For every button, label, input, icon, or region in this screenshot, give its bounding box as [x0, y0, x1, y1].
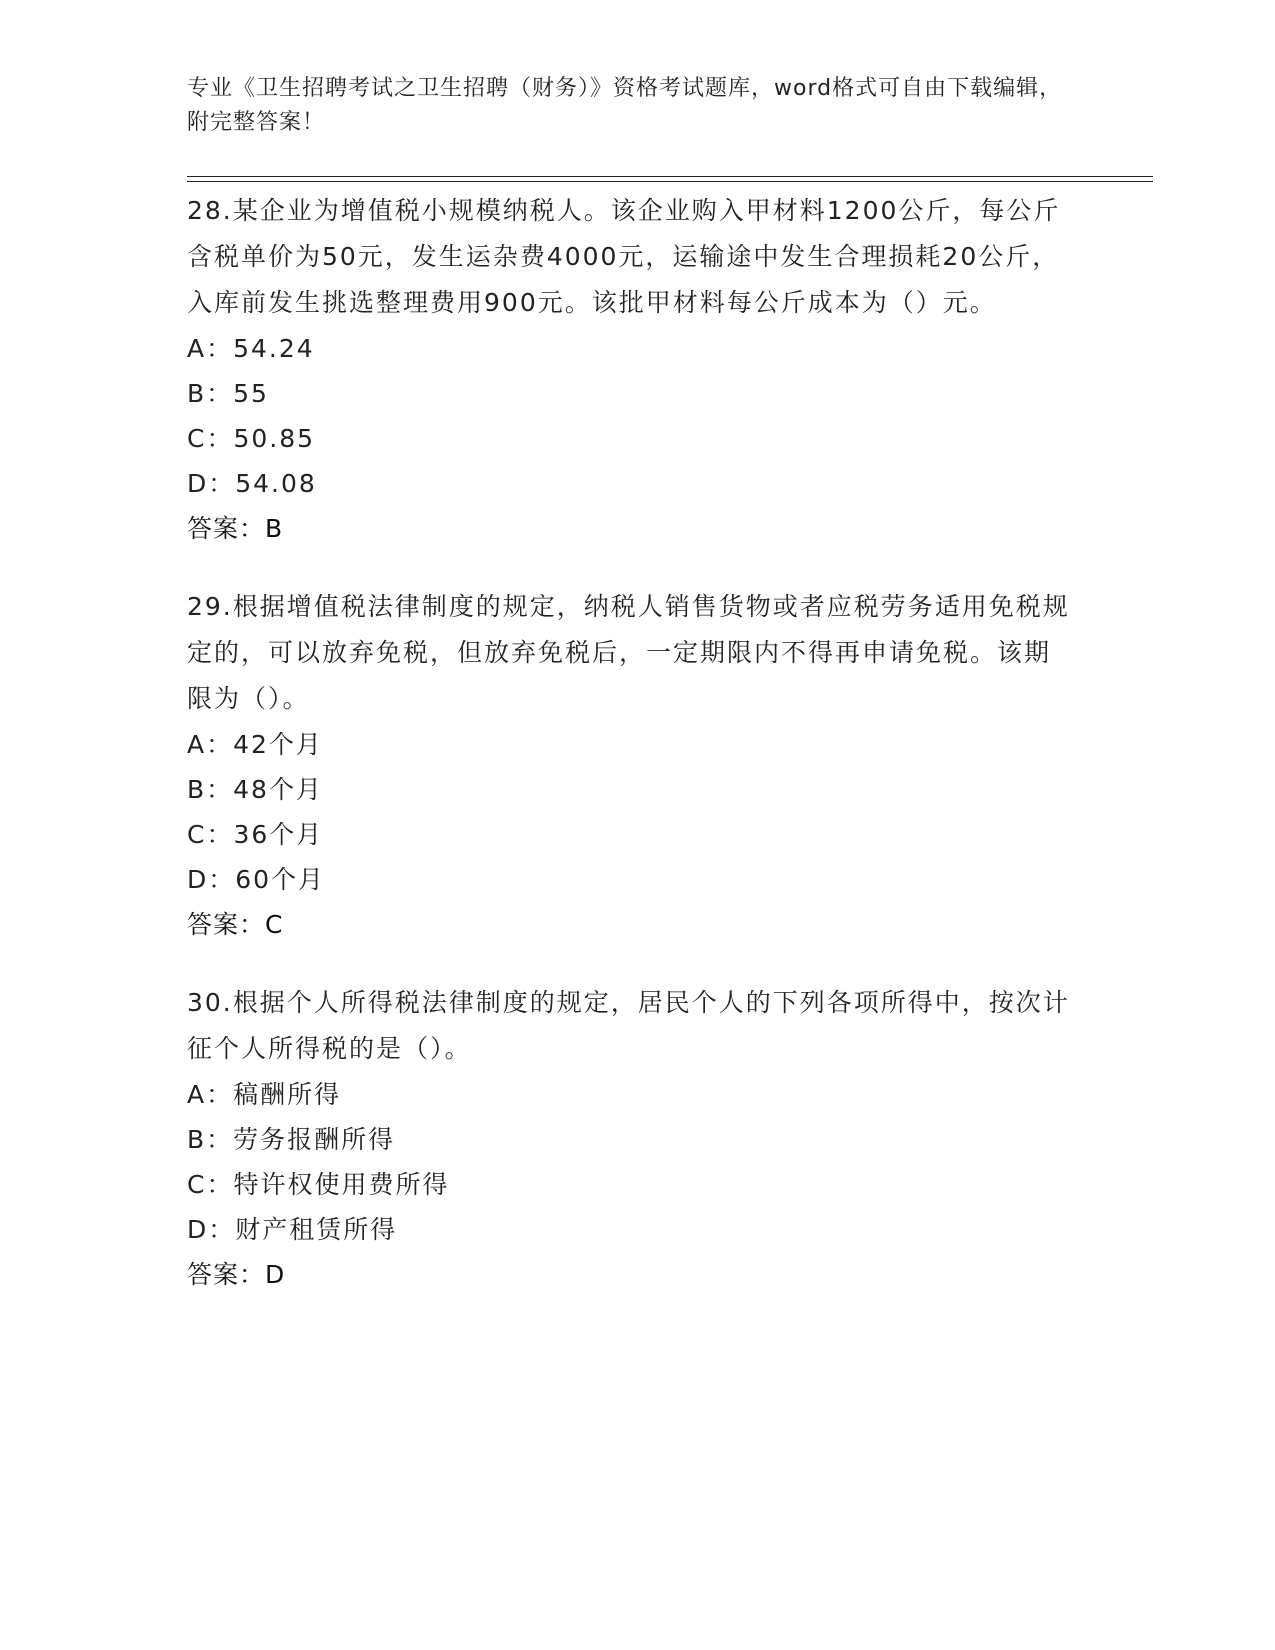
- option-d: D：60个月: [187, 865, 326, 894]
- option-b: B：55: [187, 379, 269, 408]
- question-29: [187, 584, 1077, 948]
- option-c: C：36个月: [187, 820, 324, 849]
- answer-label: 答案：: [187, 910, 266, 939]
- header-text: 专业《卫生招聘考试之卫生招聘（财务）》资格考试题库，word格式可自由下载编辑，附完整答案！: [187, 76, 1063, 135]
- answer-label: 答案：: [187, 514, 266, 543]
- answer-value: C: [265, 910, 284, 939]
- answer-value: D: [265, 1260, 286, 1289]
- option-c: C：特许权使用费所得: [187, 1170, 450, 1199]
- header-divider-top: [187, 176, 1153, 177]
- question-stem: 30.根据个人所得税法律制度的规定，居民个人的下列各项所得中，按次计征个人所得税的是（）。: [187, 988, 1070, 1063]
- option-b: B：48个月: [187, 775, 323, 804]
- option-a: A：稿酬所得: [187, 1080, 342, 1109]
- answer-line: [187, 902, 1077, 948]
- question-30: [187, 980, 1077, 1298]
- option-a: A：42个月: [187, 730, 323, 759]
- answer-value: B: [265, 514, 284, 543]
- answer-line: [187, 1252, 1077, 1298]
- header-divider-bottom: [187, 181, 1153, 182]
- option-d: D：54.08: [187, 469, 317, 498]
- answer-line: [187, 506, 1077, 552]
- answer-label: 答案：: [187, 1260, 266, 1289]
- question-list: [187, 188, 1077, 1330]
- question-stem: 29.根据增值税法律制度的规定，纳税人销售货物或者应税劳务适用免税规定的，可以放弃免税，但放弃免税后，一定期限内不得再申请免税。该期限为（）。: [187, 592, 1070, 713]
- option-a: A：54.24: [187, 334, 315, 363]
- question-stem: 28.某企业为增值税小规模纳税人。该企业购入甲材料1200公斤，每公斤含税单价为50元，发生运杂费4000元，运输途中发生合理损耗20公斤，入库前发生挑选整理费用900元。该批甲材料每公斤成本为（）元。: [187, 196, 1061, 317]
- option-b: B：劳务报酬所得: [187, 1125, 396, 1154]
- option-c: C：50.85: [187, 424, 316, 453]
- document-header: [187, 72, 1067, 140]
- option-d: D：财产租赁所得: [187, 1215, 398, 1244]
- question-28: [187, 188, 1077, 552]
